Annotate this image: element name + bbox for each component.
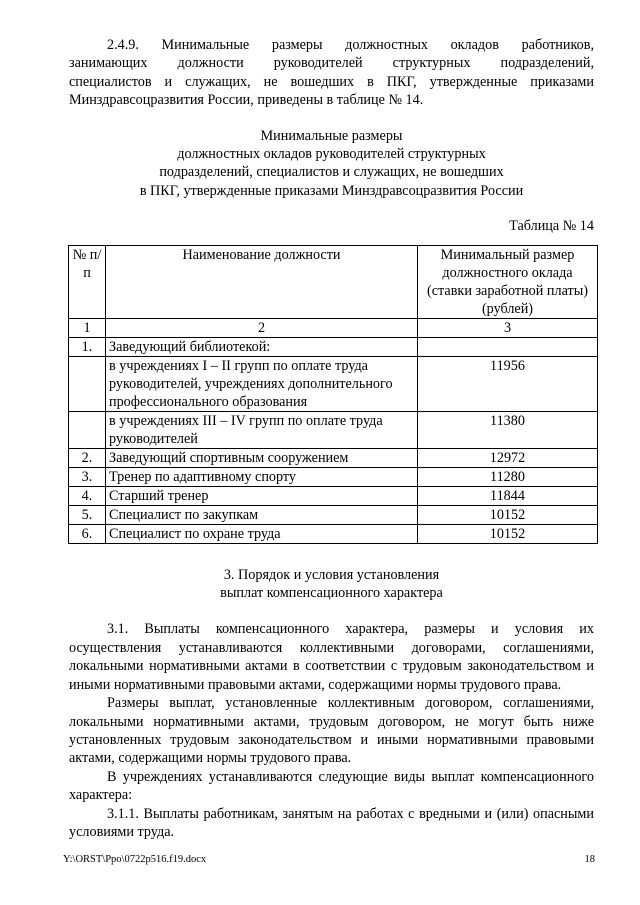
paragraph-sizes: Размеры выплат, установленные коллективным договором, соглашениями, локальными нормативными актами, трудовым договором, не могут быть ниже установленных трудовым законодательством и иными нормативными правовыми актами, содержащими нормы трудового права. xyxy=(69,695,594,767)
row-position: Тренер по адаптивному спорту xyxy=(106,467,418,486)
row-salary: 11956 xyxy=(418,356,598,411)
table-row xyxy=(69,524,598,543)
row-position: Специалист по охране труда xyxy=(106,524,418,543)
row-number: 1. xyxy=(69,337,106,356)
row-position: Заведующий спортивным сооружением xyxy=(106,448,418,467)
numbering-cell: 3 xyxy=(418,318,598,337)
row-number: 3. xyxy=(69,467,106,486)
row-salary: 12972 xyxy=(418,448,598,467)
paragraph-3-1-1: 3.1.1. Выплаты работникам, занятым на работах с вредными и (или) опасными условиями труда. xyxy=(69,805,594,840)
row-number: 6. xyxy=(69,524,106,543)
salary-table xyxy=(68,245,598,544)
table-row xyxy=(69,505,598,524)
row-position: Старший тренер xyxy=(106,486,418,505)
table-row xyxy=(69,467,598,486)
table-title-line-3: подразделений, специалистов и служащих, не вошедших xyxy=(159,164,504,181)
document-page xyxy=(69,36,594,841)
intro-line-4: Минздравсоцразвития России, приведены в таблице № 14. xyxy=(69,92,424,109)
table-title-line-2: должностных окладов руководителей структурных xyxy=(177,146,486,163)
table-numbering-row xyxy=(69,318,598,337)
row-number xyxy=(69,356,106,411)
table-row xyxy=(69,356,598,411)
row-number xyxy=(69,411,106,448)
row-position: в учреждениях I – II групп по оплате труда руководителей, учреждениях дополнительного профессионального образования xyxy=(106,356,418,411)
row-position: Заведующий библиотекой: xyxy=(106,337,418,356)
numbering-cell: 1 xyxy=(69,318,106,337)
table-header-row xyxy=(69,245,598,318)
intro-line-1: 2.4.9. Минимальные размеры должностных окладов работников, xyxy=(107,37,594,53)
table-row xyxy=(69,486,598,505)
intro-line-2: занимающих должности руководителей структурных подразделений, xyxy=(69,55,594,72)
page-number: 18 xyxy=(584,854,595,865)
header-position: Наименование должности xyxy=(106,245,418,318)
table-label: Таблица № 14 xyxy=(509,218,594,235)
row-number: 5. xyxy=(69,505,106,524)
table-row xyxy=(69,411,598,448)
table-title-line-4: в ПКГ, утвержденные приказами Минздравсоцразвития России xyxy=(139,182,524,199)
row-salary: 10152 xyxy=(418,524,598,543)
section-heading-line-2: выплат компенсационного характера xyxy=(220,585,443,602)
row-number: 4. xyxy=(69,486,106,505)
row-salary: 11844 xyxy=(418,486,598,505)
row-number: 2. xyxy=(69,448,106,467)
row-salary xyxy=(418,337,598,356)
table-title-line-1: Минимальные размеры xyxy=(260,127,403,144)
row-position: Специалист по закупкам xyxy=(106,505,418,524)
file-path: Y:\ORST\Ppo\0722p516.f19.docx xyxy=(63,854,207,865)
row-salary: 11380 xyxy=(418,411,598,448)
header-salary: Минимальный размер должностного оклада (ставки заработной платы) (рублей) xyxy=(418,245,598,318)
row-position: в учреждениях III – IV групп по оплате труда руководителей xyxy=(106,411,418,448)
table-row xyxy=(69,448,598,467)
section-heading-line-1: 3. Порядок и условия установления xyxy=(223,566,440,583)
header-number: № п/п xyxy=(69,245,106,318)
intro-line-3: специалистов и служащих, не вошедших в ПКГ, утвержденные приказами xyxy=(69,73,594,90)
row-salary: 11280 xyxy=(418,467,598,486)
row-salary: 10152 xyxy=(418,505,598,524)
numbering-cell: 2 xyxy=(106,318,418,337)
paragraph-types: В учреждениях устанавливаются следующие виды выплат компенсационного характера: xyxy=(69,768,594,804)
paragraph-3-1: 3.1. Выплаты компенсационного характера, размеры и условия их осуществления устанавливаются коллективными договорами, соглашениями, локальными нормативными актами в соответствии с трудовым законодательством и иными нормативными правовыми актами, содержащими нормы трудового права. xyxy=(69,621,594,693)
table-row xyxy=(69,337,598,356)
